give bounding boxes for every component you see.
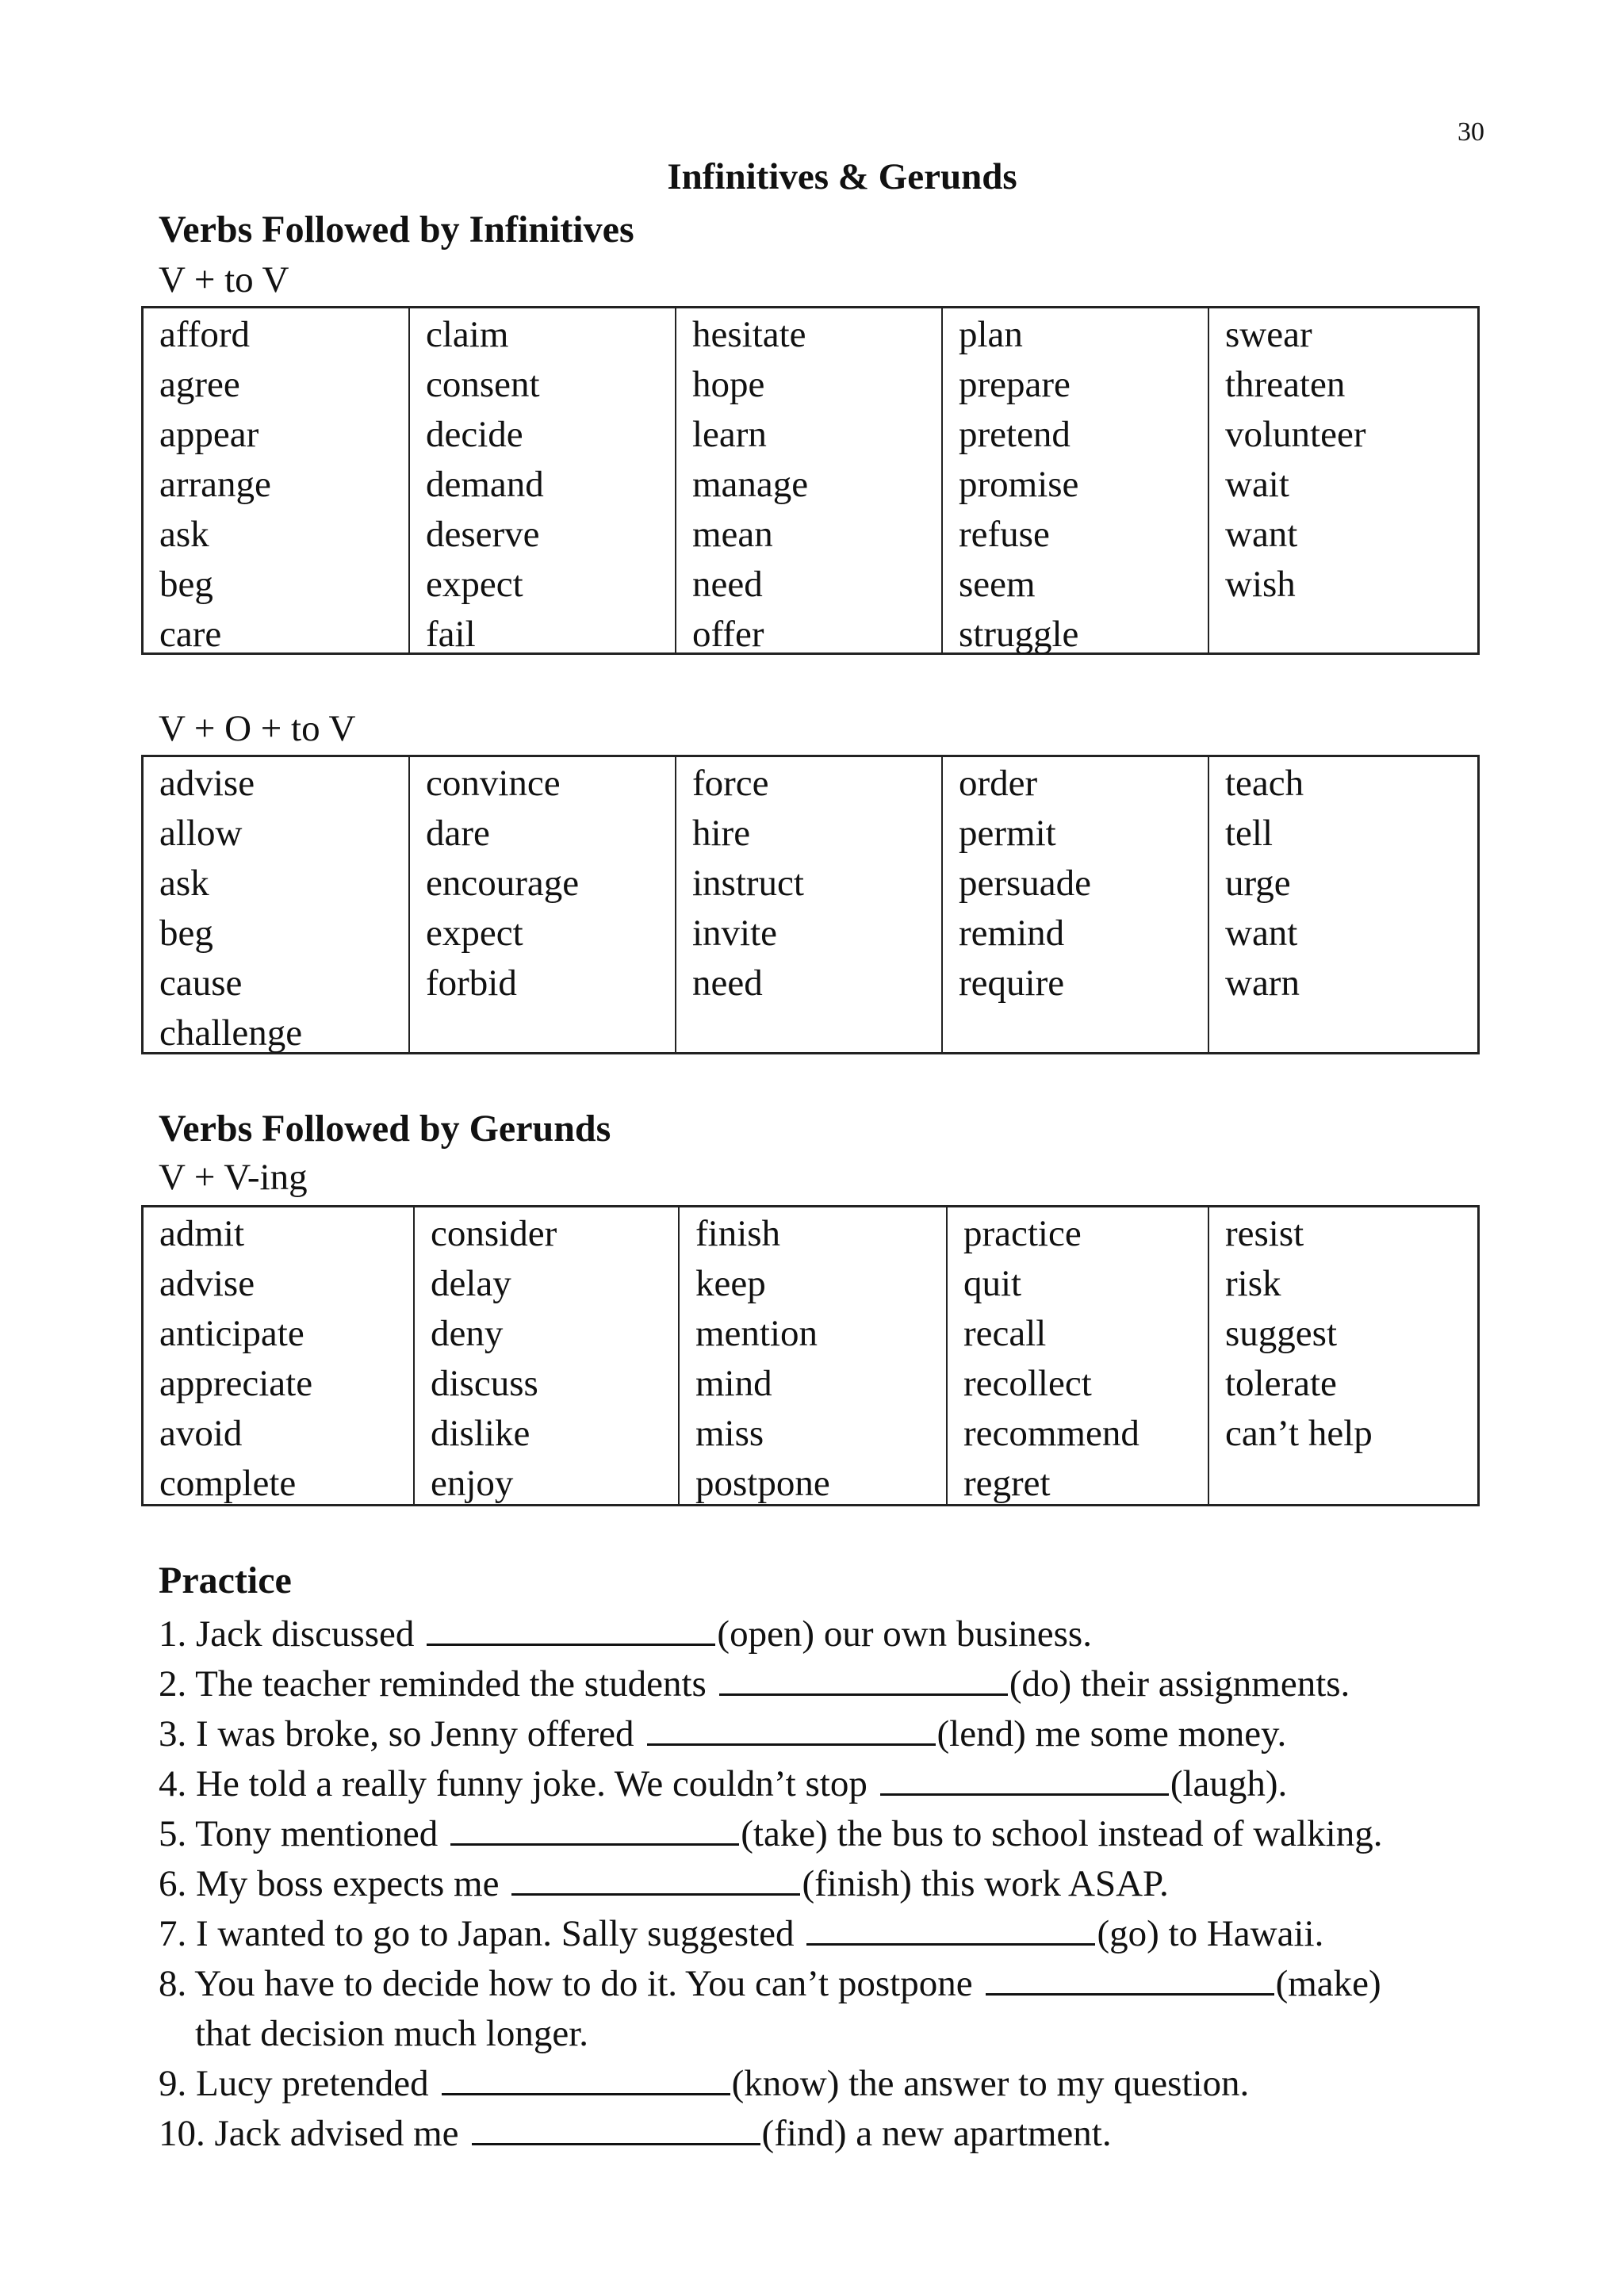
verb-item: miss bbox=[695, 1413, 764, 1454]
verb-item: learn bbox=[692, 414, 767, 455]
practice-hint: (finish) this work ASAP. bbox=[802, 1863, 1169, 1904]
verb-item: risk bbox=[1225, 1263, 1281, 1304]
verb-item: regret bbox=[963, 1463, 1051, 1504]
practice-hint: (laugh). bbox=[1170, 1763, 1288, 1804]
verb-column bbox=[943, 308, 1209, 655]
verb-column bbox=[415, 1207, 680, 1504]
practice-prompt: 9. Lucy pretended bbox=[159, 2063, 429, 2104]
verb-item: expect bbox=[426, 913, 523, 954]
verb-item: refuse bbox=[959, 514, 1050, 555]
v-o-to-v-label: V + O + to V bbox=[159, 708, 356, 749]
verb-column bbox=[676, 308, 943, 655]
verb-item: volunteer bbox=[1225, 414, 1366, 455]
practice-item bbox=[159, 2109, 1383, 2159]
verb-item: wish bbox=[1225, 564, 1296, 605]
verb-item: mind bbox=[695, 1363, 772, 1404]
verb-item: struggle bbox=[959, 614, 1079, 655]
verb-item: recommend bbox=[963, 1413, 1139, 1454]
verb-item: invite bbox=[692, 913, 778, 954]
practice-item bbox=[159, 1759, 1383, 1809]
practice-prompt: 5. Tony mentioned bbox=[159, 1813, 439, 1854]
verb-item: need bbox=[692, 564, 763, 605]
verb-column bbox=[144, 757, 410, 1052]
verb-item: enjoy bbox=[431, 1463, 514, 1504]
verb-column bbox=[1209, 1207, 1477, 1504]
answer-blank[interactable] bbox=[719, 1660, 1008, 1696]
verb-item: convince bbox=[426, 763, 561, 804]
verb-item: advise bbox=[159, 1263, 255, 1304]
gerunds-heading: Verbs Followed by Gerunds bbox=[159, 1108, 611, 1150]
verb-item: cause bbox=[159, 962, 243, 1004]
answer-blank[interactable] bbox=[986, 1960, 1274, 1996]
verb-item: tolerate bbox=[1225, 1363, 1337, 1404]
verb-item: arrange bbox=[159, 464, 271, 505]
practice-prompt: 2. The teacher reminded the students bbox=[159, 1663, 707, 1705]
v-ving-label: V + V-ing bbox=[159, 1157, 308, 1198]
verb-item: permit bbox=[959, 813, 1056, 854]
verb-item: warn bbox=[1225, 962, 1300, 1004]
practice-item bbox=[159, 1709, 1383, 1759]
verb-item: fail bbox=[426, 614, 476, 655]
practice-hint: (open) our own business. bbox=[717, 1613, 1092, 1655]
practice-prompt: 6. My boss expects me bbox=[159, 1863, 500, 1904]
verb-item: appear bbox=[159, 414, 259, 455]
verb-item: want bbox=[1225, 514, 1298, 555]
practice-item bbox=[159, 1909, 1383, 1959]
verb-item: delay bbox=[431, 1263, 511, 1304]
verb-item: order bbox=[959, 763, 1038, 804]
verb-item: forbid bbox=[426, 962, 517, 1004]
practice-hint: (know) the answer to my question. bbox=[731, 2063, 1250, 2104]
verb-item: quit bbox=[963, 1263, 1022, 1304]
verb-item: pretend bbox=[959, 414, 1071, 455]
verb-item: recollect bbox=[963, 1363, 1092, 1404]
verb-item: mean bbox=[692, 514, 773, 555]
verb-item: wait bbox=[1225, 464, 1289, 505]
practice-list bbox=[159, 1609, 1383, 2159]
verb-item: hesitate bbox=[692, 314, 806, 355]
verb-item: instruct bbox=[692, 863, 804, 904]
verb-column bbox=[943, 757, 1209, 1052]
practice-prompt: 8. You have to decide how to do it. You can’t postpone bbox=[159, 1963, 973, 2004]
verb-item: ask bbox=[159, 514, 209, 555]
verb-item: want bbox=[1225, 913, 1298, 954]
verb-item: beg bbox=[159, 913, 213, 954]
verb-item: challenge bbox=[159, 1012, 303, 1054]
verb-item: ask bbox=[159, 863, 209, 904]
answer-blank[interactable] bbox=[472, 2110, 760, 2145]
infinitives-heading: Verbs Followed by Infinitives bbox=[159, 209, 634, 251]
verb-item: anticipate bbox=[159, 1313, 304, 1354]
answer-blank[interactable] bbox=[880, 1760, 1169, 1796]
verb-item: decide bbox=[426, 414, 523, 455]
verb-item: consider bbox=[431, 1213, 557, 1254]
practice-hint: (make) bbox=[1275, 1963, 1381, 2004]
practice-prompt: 1. Jack discussed bbox=[159, 1613, 415, 1655]
v-o-to-v-table bbox=[141, 755, 1480, 1054]
verb-item: manage bbox=[692, 464, 809, 505]
verb-item: seem bbox=[959, 564, 1036, 605]
verb-item: complete bbox=[159, 1463, 297, 1504]
practice-prompt: 7. I wanted to go to Japan. Sally suggested bbox=[159, 1913, 795, 1954]
practice-prompt: 4. He told a really funny joke. We couldn’t stop bbox=[159, 1763, 868, 1804]
verb-column bbox=[680, 1207, 948, 1504]
verb-item: plan bbox=[959, 314, 1023, 355]
verb-item: promise bbox=[959, 464, 1079, 505]
v-to-v-table bbox=[141, 306, 1480, 655]
verb-item: hope bbox=[692, 364, 765, 405]
verb-item: prepare bbox=[959, 364, 1071, 405]
verb-item: require bbox=[959, 962, 1065, 1004]
v-ving-table bbox=[141, 1205, 1480, 1506]
verb-item: expect bbox=[426, 564, 523, 605]
practice-continuation: that decision much longer. bbox=[195, 2013, 589, 2054]
practice-prompt: 3. I was broke, so Jenny offered bbox=[159, 1713, 634, 1755]
verb-item: suggest bbox=[1225, 1313, 1337, 1354]
verb-item: force bbox=[692, 763, 769, 804]
practice-item bbox=[159, 1809, 1383, 1859]
practice-prompt: 10. Jack advised me bbox=[159, 2113, 459, 2154]
verb-item: deserve bbox=[426, 514, 540, 555]
verb-item: dare bbox=[426, 813, 490, 854]
answer-blank[interactable] bbox=[442, 2060, 730, 2095]
practice-hint: (take) the bus to school instead of walking. bbox=[741, 1813, 1383, 1854]
verb-item: allow bbox=[159, 813, 243, 854]
verb-item: teach bbox=[1225, 763, 1304, 804]
verb-item: appreciate bbox=[159, 1363, 313, 1404]
practice-hint: (lend) me some money. bbox=[936, 1713, 1287, 1755]
verb-item: agree bbox=[159, 364, 240, 405]
v-to-v-label: V + to V bbox=[159, 259, 289, 300]
page-number: 30 bbox=[1457, 117, 1484, 147]
verb-item: care bbox=[159, 614, 222, 655]
verb-item: swear bbox=[1225, 314, 1312, 355]
verb-item: consent bbox=[426, 364, 540, 405]
answer-blank[interactable] bbox=[806, 1910, 1095, 1946]
verb-item: afford bbox=[159, 314, 250, 355]
verb-item: advise bbox=[159, 763, 255, 804]
practice-item bbox=[159, 1609, 1383, 1659]
verb-column bbox=[410, 757, 676, 1052]
verb-item: demand bbox=[426, 464, 544, 505]
verb-item: hire bbox=[692, 813, 751, 854]
answer-blank[interactable] bbox=[647, 1710, 936, 1746]
verb-item: encourage bbox=[426, 863, 580, 904]
practice-item bbox=[159, 2059, 1383, 2109]
practice-hint: (find) a new apartment. bbox=[761, 2113, 1112, 2154]
verb-item: recall bbox=[963, 1313, 1047, 1354]
page-title: Infinitives & Gerunds bbox=[667, 156, 1017, 197]
verb-item: can’t help bbox=[1225, 1413, 1373, 1454]
verb-column bbox=[1209, 308, 1477, 652]
verb-column bbox=[144, 1207, 415, 1504]
verb-item: offer bbox=[692, 614, 764, 655]
practice-item bbox=[159, 1659, 1383, 1709]
practice-hint: (go) to Hawaii. bbox=[1097, 1913, 1324, 1954]
verb-item: tell bbox=[1225, 813, 1274, 854]
verb-item: avoid bbox=[159, 1413, 243, 1454]
answer-blank[interactable] bbox=[450, 1810, 739, 1846]
practice-item bbox=[159, 1859, 1383, 1909]
verb-column bbox=[948, 1207, 1209, 1504]
verb-item: threaten bbox=[1225, 364, 1346, 405]
verb-column bbox=[676, 757, 943, 1052]
verb-item: finish bbox=[695, 1213, 781, 1254]
verb-item: need bbox=[692, 962, 763, 1004]
verb-item: claim bbox=[426, 314, 509, 355]
verb-item: postpone bbox=[695, 1463, 830, 1504]
verb-item: remind bbox=[959, 913, 1065, 954]
verb-item: practice bbox=[963, 1213, 1082, 1254]
answer-blank[interactable] bbox=[511, 1860, 800, 1896]
verb-item: admit bbox=[159, 1213, 245, 1254]
answer-blank[interactable] bbox=[427, 1610, 715, 1646]
verb-column bbox=[144, 308, 410, 655]
verb-item: dislike bbox=[431, 1413, 530, 1454]
verb-column bbox=[410, 308, 676, 655]
verb-item: deny bbox=[431, 1313, 504, 1354]
verb-item: keep bbox=[695, 1263, 766, 1304]
verb-item: resist bbox=[1225, 1213, 1304, 1254]
verb-item: discuss bbox=[431, 1363, 538, 1404]
verb-item: urge bbox=[1225, 863, 1291, 904]
verb-item: persuade bbox=[959, 863, 1092, 904]
verb-item: beg bbox=[159, 564, 213, 605]
verb-column bbox=[1209, 757, 1477, 1052]
verb-item: mention bbox=[695, 1313, 818, 1354]
practice-heading: Practice bbox=[159, 1559, 292, 1601]
practice-item bbox=[159, 1959, 1383, 2059]
practice-hint: (do) their assignments. bbox=[1009, 1663, 1350, 1705]
